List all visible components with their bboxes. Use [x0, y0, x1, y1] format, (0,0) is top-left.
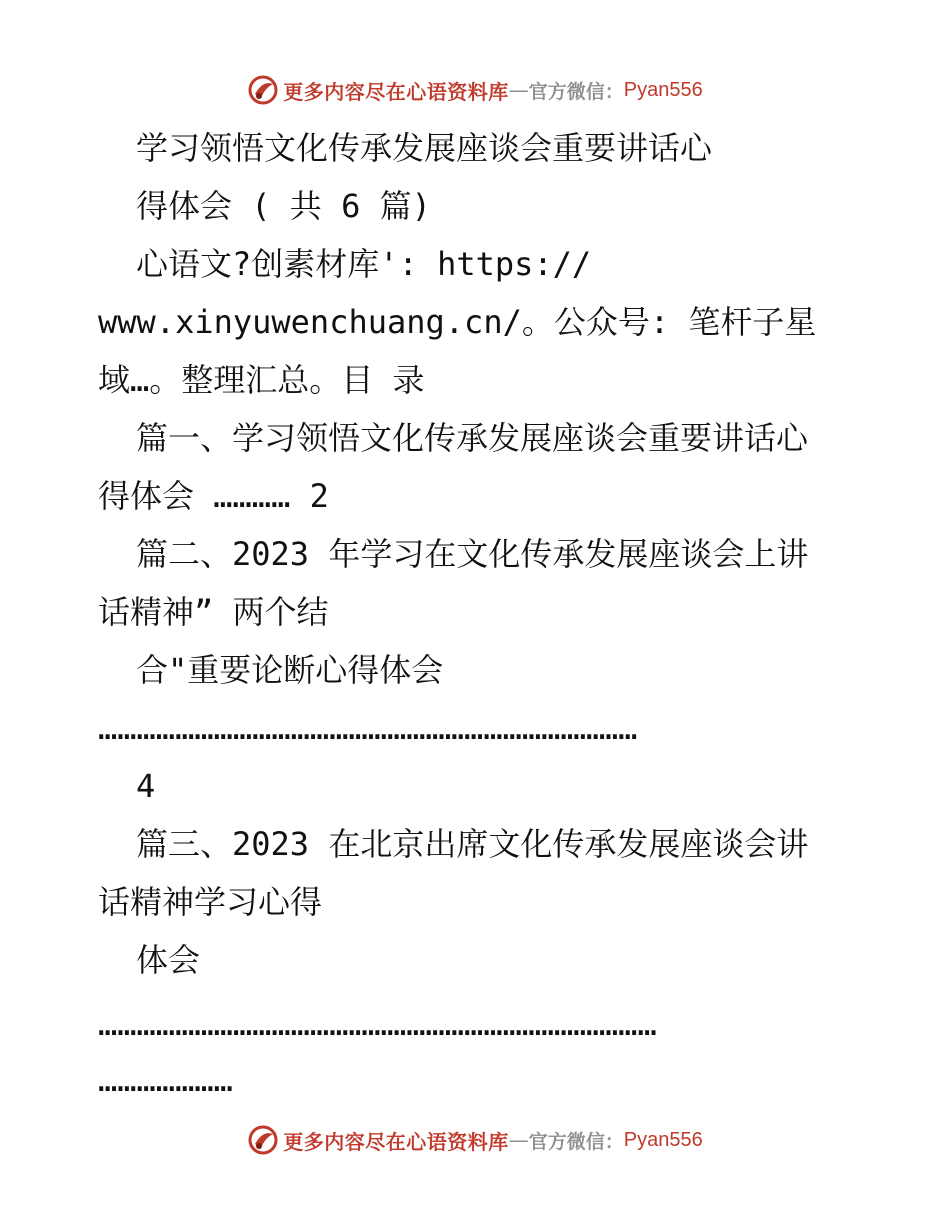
footer-banner-dash: — [508, 1128, 529, 1152]
footer-wechat-id: Pyan556 [623, 1128, 703, 1151]
toc-item-2-page: 4 [136, 767, 156, 805]
toc-item-2-line-1: 篇二、2023 年学习在文化传承发展座谈会上讲 [136, 535, 809, 573]
source-line-3: 域…。整理汇总。目 录 [98, 361, 425, 399]
source-line-2: www.xinyuwenchuang.cn/。公众号: 笔杆子星 [98, 303, 817, 341]
footer-banner-text: 更多内容尽在心语资料库 [283, 1129, 509, 1154]
toc-item-3-leader-2: ………………… [98, 1061, 233, 1099]
footer-wechat-label: 官方微信： [528, 1130, 624, 1153]
toc-item-2-leader: ………………………………………………………………………… [98, 709, 638, 747]
brush-swirl-icon [247, 1124, 279, 1156]
source-line-1: 心语文?创素材库': https:// [136, 245, 592, 283]
toc-item-3-line-1: 篇三、2023 在北京出席文化传承发展座谈会讲 [136, 825, 809, 863]
header-banner-text: 更多内容尽在心语资料库 [283, 79, 509, 104]
title-line-1: 学习领悟文化传承发展座谈会重要讲话心 [136, 129, 713, 167]
toc-item-3-leader-1: …………………………………………………………………………… [98, 1005, 657, 1043]
toc-item-3-line-2: 话精神学习心得 [98, 883, 323, 921]
title-line-2: 得体会 ( 共 6 篇) [136, 187, 431, 225]
toc-item-1-line-1: 篇一、学习领悟文化传承发展座谈会重要讲话心 [136, 419, 809, 457]
toc-item-2-line-3: 合"重要论断心得体会 [136, 651, 444, 689]
brush-swirl-icon [247, 74, 279, 106]
toc-item-2-line-2: 话精神” 两个结 [98, 593, 329, 631]
toc-item-3-line-3: 体会 [136, 941, 201, 979]
header-banner [0, 70, 950, 110]
toc-item-1-line-2: 得体会 ………… 2 [98, 477, 329, 515]
footer-banner [0, 1120, 950, 1160]
header-wechat-id: Pyan556 [623, 78, 703, 101]
header-wechat-label: 官方微信： [528, 80, 624, 103]
header-banner-dash: — [508, 78, 529, 102]
